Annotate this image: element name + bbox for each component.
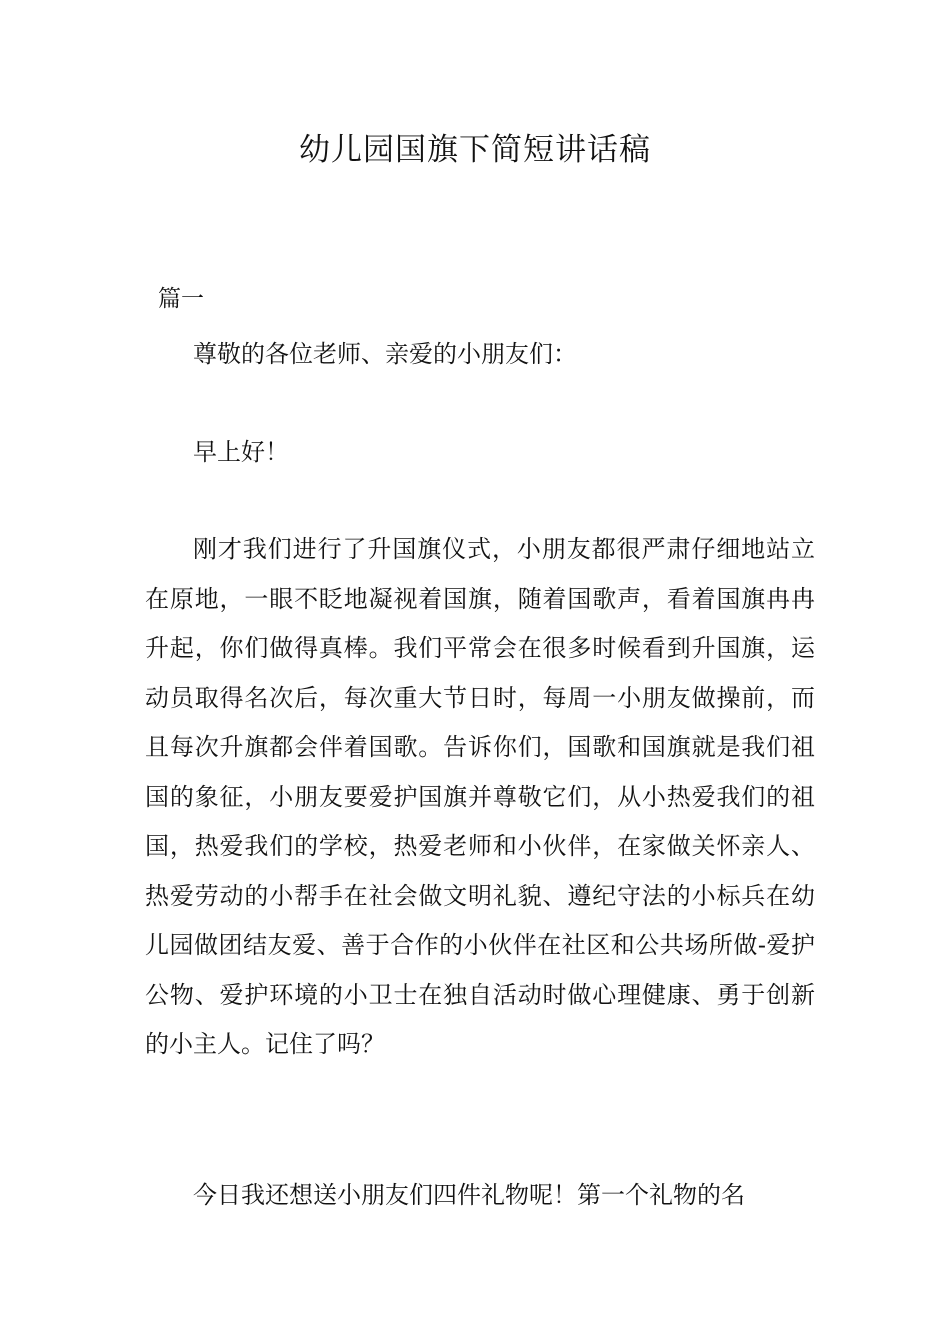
paragraph-good-morning: 早上好！: [193, 438, 289, 466]
paragraph-greeting: 尊敬的各位老师、亲爱的小朋友们：: [193, 340, 577, 368]
paragraph-gifts: 今日我还想送小朋友们四件礼物呢！第一个礼物的名: [193, 1181, 745, 1209]
section-label: 篇一: [158, 286, 204, 312]
document-title: 幼儿园国旗下简短讲话稿: [299, 132, 651, 168]
paragraph-flag-ceremony: 刚才我们进行了升国旗仪式，小朋友都很严肃仔细地站立在原地，一眼不眨地凝视着国旗，随着国歌声，看着国旗冉冉升起，你们做得真棒。我们平常会在很多时候看到升国旗，运动员取得名次后，每次重大节日时，每周一小朋友做操前，而且每次升旗都会伴着国歌。告诉你们，国歌和国旗就是我们祖国的象征，小朋友要爱护国旗并尊敬它们，从小热爱我们的祖国，热爱我们的学校，热爱老师和小伙伴，在家做关怀亲人、热爱劳动的小帮手在社会做文明礼貌、遵纪守法的小标兵在幼儿园做团结友爱、善于合作的小伙伴在社区和公共场所做-爱护公物、爱护环境的小卫士在独自活动时做心理健康、勇于创新的小主人。记住了吗？: [145, 535, 815, 1058]
